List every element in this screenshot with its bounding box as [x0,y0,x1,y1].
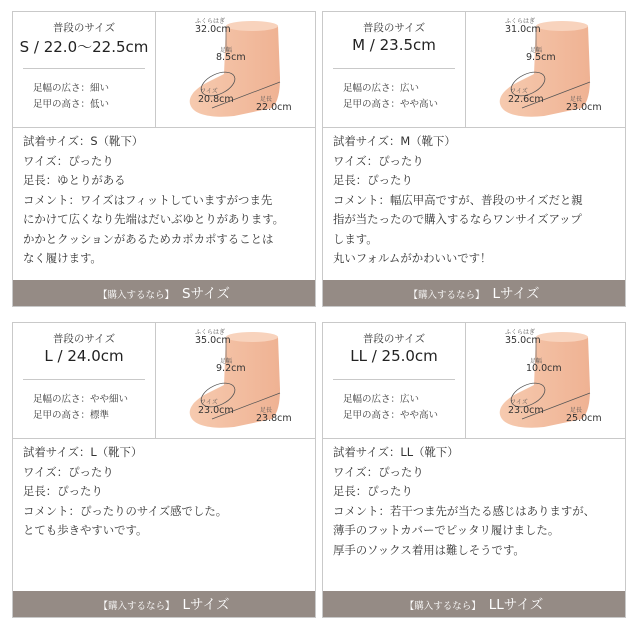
review-line: 足長：ぴったり [333,173,413,187]
review-line: コメント：幅広甲高ですが、普段のサイズだと親 [333,192,583,207]
wise-measure: 23.0cm [198,405,234,416]
length-measure: 23.0cm [566,102,602,113]
review-line: 薄手のフットカバーでピッタリ履けました。 [333,523,560,537]
usual-size-value: LL / 25.0cm [350,347,438,365]
review-line: かかとクッションがあるためカポカポすることは [23,231,274,246]
buy-label: 【購入するなら】 [404,601,481,612]
calf-measure: 35.0cm [505,335,541,346]
recommended-size-bar [13,280,315,306]
size-info [13,323,156,438]
foot-width-label: 足幅の広さ：広い [343,83,420,94]
wise-measure: 23.0cm [508,405,544,416]
review-line: します。 [333,231,378,246]
wise-key: ワイズ [510,88,528,95]
review-line: 試着サイズ：LL（靴下） [333,445,459,459]
wise-key: ワイズ [200,399,218,406]
size-info [13,12,156,127]
calf-key: ふくらはぎ [505,329,536,336]
instep-measure: 8.5cm [216,52,246,63]
wise-measure: 20.8cm [198,94,234,105]
review-line: ワイズ：ぴったり [333,464,424,479]
foot-measurements [466,12,625,127]
review-text [23,132,313,269]
recommended-size: Lサイズ [492,286,540,302]
review-line: 厚手のソックス着用は難しそうです。 [333,542,525,557]
length-key: 足長 [570,96,583,103]
divider [23,68,145,69]
review-line: 試着サイズ：S（靴下） [23,134,144,148]
recommended-size: LLサイズ [488,597,544,613]
card-header [13,12,315,128]
usual-size-label: 普段のサイズ [362,333,426,345]
review-line: コメント：若干つま先が当たる感じはありますが、 [333,503,595,518]
size-info [323,323,466,438]
instep-height-label: 足甲の高さ：低い [33,99,110,110]
buy-label: 【購入するなら】 [98,601,175,612]
review-line: とても歩きやすいです。 [23,523,148,537]
review-line: 足長：ぴったり [23,484,103,498]
divider [333,379,455,380]
instep-key: 足幅 [530,47,543,54]
review-line: 試着サイズ：M（靴下） [333,134,456,148]
calf-measure: 31.0cm [505,24,541,35]
review-line: ワイズ：ぴったり [23,464,114,479]
review-card [12,322,316,618]
usual-size-label: 普段のサイズ [52,333,116,345]
recommended-size-bar [13,591,315,617]
review-card [322,11,626,307]
calf-key: ふくらはぎ [505,18,536,25]
review-card [12,11,316,307]
recommended-size: Sサイズ [182,286,230,302]
instep-measure: 9.5cm [526,52,556,63]
usual-size-label: 普段のサイズ [362,22,426,34]
size-info [323,12,466,127]
review-line: 足長：ぴったり [333,484,413,498]
review-line: コメント：ぴったりのサイズ感でした。 [23,503,228,518]
review-text [333,443,623,560]
instep-measure: 9.2cm [216,363,246,374]
calf-measure: 35.0cm [195,335,231,346]
foot-width-label: 足幅の広さ：細い [33,83,110,94]
divider [23,379,145,380]
foot-measurements [466,323,625,438]
length-measure: 25.0cm [566,413,602,424]
review-line: 試着サイズ：L（靴下） [23,445,143,459]
instep-key: 足幅 [530,358,543,365]
card-header [323,323,625,439]
recommended-size-bar [323,591,625,617]
recommended-size: Lサイズ [182,597,230,613]
usual-size-value: S / 22.0〜22.5cm [19,38,149,56]
usual-size-label: 普段のサイズ [52,22,116,34]
instep-measure: 10.0cm [526,363,562,374]
length-measure: 22.0cm [256,102,292,113]
length-measure: 23.8cm [256,413,292,424]
buy-label: 【購入するなら】 [97,290,174,301]
card-header [13,323,315,439]
review-line: ワイズ：ぴったり [333,153,424,168]
usual-size-value: M / 23.5cm [352,36,436,54]
foot-width-label: 足幅の広さ：やや細い [33,394,129,405]
calf-key: ふくらはぎ [195,18,226,25]
instep-height-label: 足甲の高さ：やや高い [343,410,439,421]
usual-size-value: L / 24.0cm [44,347,124,365]
review-card [322,322,626,618]
length-key: 足長 [260,96,273,103]
review-text [23,443,313,541]
instep-key: 足幅 [220,358,233,365]
calf-key: ふくらはぎ [195,329,226,336]
review-line: 丸いフォルムがかわいいです！ [333,251,492,265]
length-key: 足長 [570,407,583,414]
length-key: 足長 [260,407,273,414]
instep-key: 足幅 [220,47,233,54]
instep-height-label: 足甲の高さ：やや高い [343,99,439,110]
review-line: なく履けます。 [23,251,102,265]
buy-label: 【購入するなら】 [408,290,485,301]
wise-measure: 22.6cm [508,94,544,105]
card-header [323,12,625,128]
wise-key: ワイズ [200,88,218,95]
instep-height-label: 足甲の高さ：標準 [33,410,110,421]
review-line: ワイズ：ぴったり [23,153,114,168]
review-line: 指が当たったので購入するならワンサイズアップ [333,212,582,226]
wise-key: ワイズ [510,399,528,406]
foot-measurements [156,323,315,438]
foot-measurements [156,12,315,127]
review-line: 足長：ゆとりがある [23,173,126,187]
divider [333,68,455,69]
review-text [333,132,623,269]
foot-width-label: 足幅の広さ：広い [343,394,420,405]
calf-measure: 32.0cm [195,24,231,35]
recommended-size-bar [323,280,625,306]
review-line: コメント：ワイズはフィットしていますがつま先 [23,192,273,207]
review-line: にかけて広くなり先端はだいぶゆとりがあります。 [23,212,285,226]
